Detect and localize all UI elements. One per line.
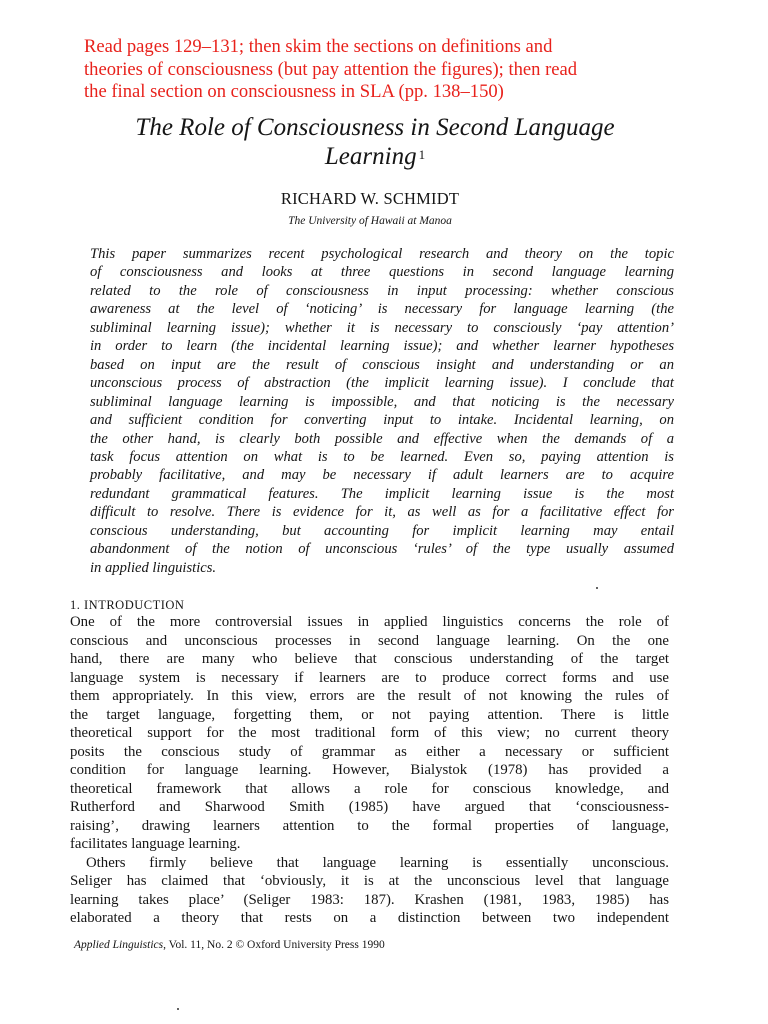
abstract-line: unconscious process of abstraction (the implicit learning issue). I conclude that	[90, 375, 674, 392]
abstract-line: of consciousness and looks at three questions in second language learning	[90, 264, 674, 281]
body-line: elaborated a theory that rests on a distinction between two independent	[70, 910, 669, 926]
body-line: the target language, forgetting them, or not paying attention. There is little	[70, 706, 669, 723]
abstract-line: the other hand, is clearly both possible and effective when the demands of a	[90, 430, 674, 447]
abstract-line: probably facilitative, and may be necessary if adult learners are to acquire	[90, 467, 674, 484]
scan-speck	[177, 1008, 179, 1010]
abstract-line: in order to learn (the incidental learning issue); and whether learner hypotheses	[90, 338, 674, 355]
abstract-line: awareness at the level of ‘noticing’ is necessary for language learning (the	[90, 301, 674, 318]
abstract-line: related to the role of consciousness in input processing: whether conscious	[90, 282, 674, 299]
abstract-line: task focus attention on what is to be learned. Even so, paying attention is	[90, 448, 674, 465]
body-line: Seliger has claimed that ‘obviously, it is at the unconscious level that language	[70, 873, 669, 889]
author-affiliation: The University of Hawaii at Manoa	[288, 215, 452, 227]
body-line: theoretical framework that allows a role for conscious knowledge, and	[70, 780, 669, 797]
journal-footer	[74, 939, 385, 951]
title-line-1: The Role of Consciousness in Second Language	[135, 114, 615, 141]
abstract-line: in applied linguistics.	[90, 559, 217, 576]
paragraph-1	[70, 613, 669, 854]
section-heading: 1. INTRODUCTION	[70, 598, 185, 612]
body-line: Rutherford and Sharwood Smith (1985) have argued that ‘consciousness-	[70, 799, 669, 815]
handwritten-reading-note	[84, 36, 684, 104]
note-line: Read pages 129–131; then skim the sections on definitions and	[84, 36, 553, 57]
body-line: learning takes place’ (Seliger 1983: 187). Krashen (1981, 1983, 1985) has	[70, 891, 669, 908]
abstract-line: based on input are the result of conscious insight and understanding or an	[90, 356, 674, 373]
paper-title	[60, 113, 690, 171]
scan-speck	[596, 587, 598, 589]
journal-name: Applied Linguistics	[74, 939, 164, 951]
paragraph-2	[70, 854, 669, 928]
title-footnote-mark: 1	[418, 147, 426, 162]
abstract-line: This paper summarizes recent psychological research and theory on the topic	[90, 246, 674, 262]
abstract	[90, 245, 674, 577]
body-line: condition for language learning. However, Bialystok (1978) has provided a	[70, 762, 669, 778]
author-name: RICHARD W. SCHMIDT	[280, 189, 460, 208]
body-line: Others firmly believe that language learning is essentially unconscious.	[86, 854, 669, 871]
abstract-line: redundant grammatical features. The implicit learning issue is the most	[90, 485, 674, 502]
note-line: theories of consciousness (but pay attention the figures); then read	[84, 58, 578, 80]
body-line: hand, there are many who believe that conscious understanding of the target	[70, 651, 669, 667]
body-line: them appropriately. In this view, errors are the result of not knowing the rules of	[70, 688, 669, 704]
abstract-line: subliminal learning issue); whether it is necessary to consciously ‘pay attention’	[90, 319, 674, 336]
abstract-line: and sufficient condition for converting input to intake. Incidental learning, on	[90, 412, 674, 429]
body-line: One of the more controversial issues in applied linguistics concerns the role of	[70, 614, 669, 630]
body-line: facilitates language learning.	[70, 836, 241, 852]
abstract-line: conscious understanding, but accounting for implicit learning may entail	[90, 522, 674, 539]
body-line: theoretical support for the most traditional form of this view; no current theory	[70, 725, 669, 741]
body-line: language system is necessary if learners are to produce correct forms and use	[70, 669, 669, 686]
body-text	[70, 613, 669, 928]
abstract-line: abandonment of the notion of unconscious ‘rules’ of the type usually assumed	[90, 541, 674, 558]
abstract-line: subliminal language learning is impossible, and that noticing is the necessary	[90, 393, 674, 410]
journal-citation: , Vol. 11, No. 2 © Oxford University Press 1990	[163, 939, 385, 951]
body-line: conscious and unconscious processes in second language learning. On the one	[70, 632, 669, 649]
body-line: posits the conscious study of grammar as either a necessary or sufficient	[70, 743, 669, 760]
abstract-line: difficult to resolve. There is evidence for it, as well as for a facilitative effect for	[90, 504, 674, 521]
body-line: raising’, drawing learners attention to the formal properties of language,	[70, 817, 669, 834]
title-line-2-text: Learning	[324, 143, 417, 170]
note-line: the final section on consciousness in SLA (pp. 138–150)	[84, 81, 504, 102]
title-line-2	[60, 142, 690, 171]
